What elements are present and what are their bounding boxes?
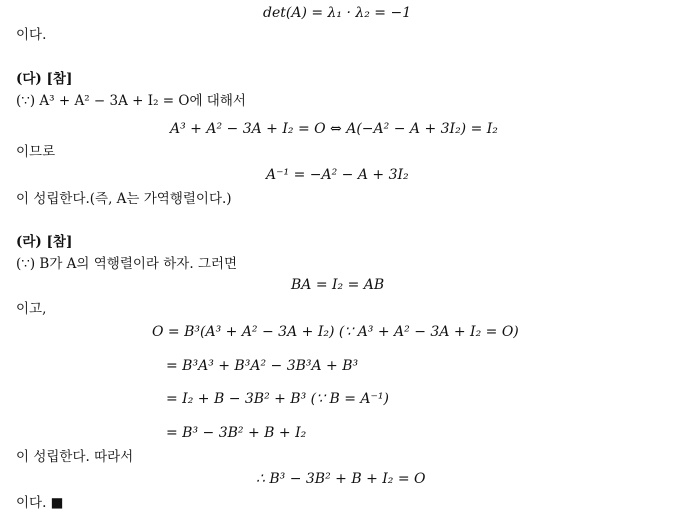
text-imeuro: 이므로 xyxy=(16,144,56,160)
section-heading-ra: (라) [참] xyxy=(16,234,73,250)
derivation-step-1: O = B³(A³ + A² − 3A + I₂) (∵ A³ + A² − 3A + I₂ = O) xyxy=(152,324,519,340)
equivalence-equation: A³ + A² − 3A + I₂ = O ⇔ A(−A² − A + 3I₂) = I₂ xyxy=(170,121,498,137)
text-ida-1: 이다. xyxy=(16,27,47,43)
derivation-step-3: = I₂ + B − 3B² + B³ (∵ B = A⁻¹) xyxy=(166,391,389,407)
derivation-step-2: = B³A³ + B³A² − 3B³A + B³ xyxy=(166,358,359,374)
section-heading-da: (다) [참] xyxy=(16,71,73,87)
text-ida-end: 이다. ■ xyxy=(16,495,64,511)
text-because-1: (∵) A³ + A² − 3A + I₂ = O에 대해서 xyxy=(16,93,246,109)
text-because-2: (∵) B가 A의 역행렬이라 하자. 그러면 xyxy=(16,256,238,272)
text-therefore: 이 성립한다. 따라서 xyxy=(16,449,134,465)
derivation-step-4: = B³ − 3B² + B + I₂ xyxy=(166,425,307,441)
ba-equation: BA = I₂ = AB xyxy=(291,277,385,293)
inverse-equation: A⁻¹ = −A² − A + 3I₂ xyxy=(266,167,409,183)
text-igo: 이고, xyxy=(16,301,47,317)
text-invertible-note: 이 성립한다.(즉, A는 가역행렬이다.) xyxy=(16,191,232,207)
final-equation: ∴ B³ − 3B² + B + I₂ = O xyxy=(256,471,426,487)
det-equation: det(A) = λ₁ · λ₂ = −1 xyxy=(263,5,412,21)
